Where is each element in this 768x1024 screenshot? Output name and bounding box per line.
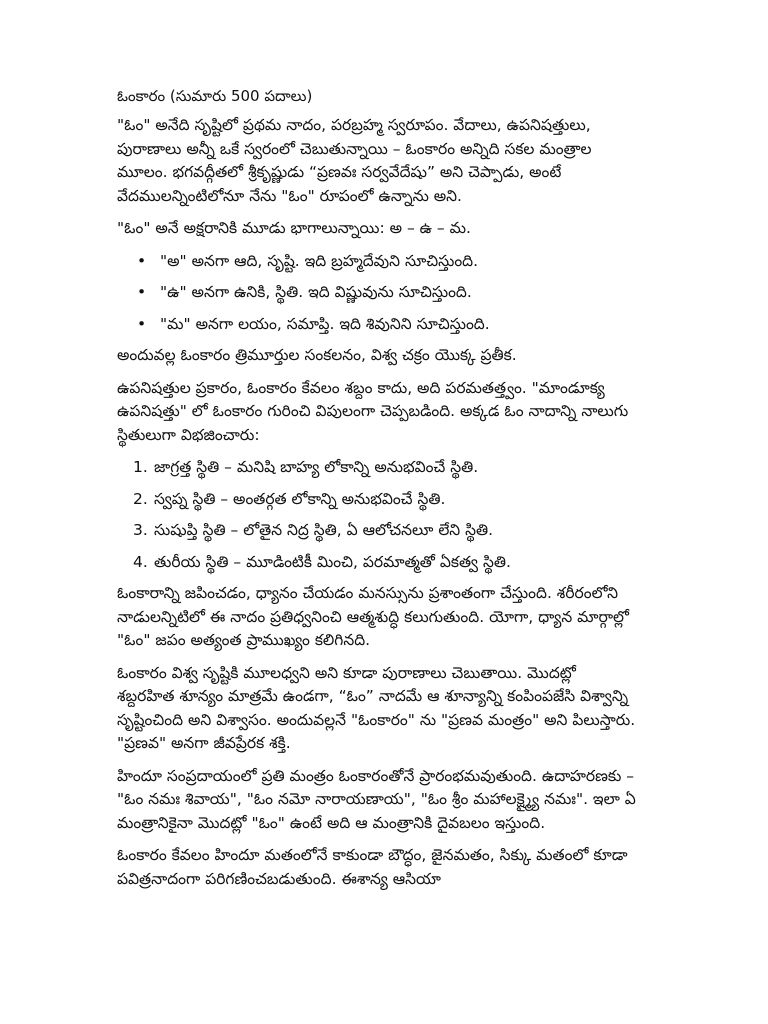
item-number: 1. [133,458,148,476]
item-text: తురీయ స్థితి – మూడింటికీ మించి, పరమాత్మతో ఏకత్వ స్థితి. [154,552,511,571]
bullet-item [117,313,637,337]
item-text: స్వప్న స్థితి – అంతర్గత లోకాన్ని అనుభవించే స్థితి. [154,489,446,508]
bullet-mark: • [137,251,147,270]
paragraph-three-parts: "ఓం" అనే అక్షరానికి మూడు భాగాలున్నాయి: అ – ఉ – మ. [117,219,471,237]
item-text: జాగ్రత్త స్థితి – మనిషి బాహ్య లోకాన్ని అనుభవించే స్థితి. [154,458,479,476]
bullet-text: "అ" అనగా ఆది, సృష్టి. ఇది బ్రహ్మదేవుని సూచిస్తుంది. [160,251,479,270]
paragraph-other-religions: ఓంకారం కేవలం హిందూ మతంలోనే కాకుండా బౌద్ధం, జైనమతం, సిక్కు మతంలో కూడా పవిత్రనాదంగా పరిగణించబడుతుంది. ఈశాన్య ఆసియా [117,846,628,888]
bullet-text: "మ" అనగా లయం, సమాప్తి. ఇది శివునిని సూచిస్తుంది. [160,314,490,333]
document-title: ఓంకారం (సుమారు 500 పదాలు) [117,87,313,105]
bullet-item [117,281,637,305]
numbered-item [117,456,637,480]
item-number: 4. [133,552,148,571]
item-text: సుషుప్తి స్థితి – లోతైన నిద్ర స్థితి, ఏ ఆలోచనలూ లేని స్థితి. [154,521,494,539]
document-page [117,84,637,900]
item-number: 3. [133,521,148,539]
numbered-item [117,488,637,512]
bullet-mark: • [137,283,147,301]
item-number: 2. [133,489,148,508]
paragraph-om-intro: "ఓం" అనేది సృష్టిలో ప్రథమ నాదం, పరబ్రహ్మ స్వరూపం. వేదాలు, ఉపనిషత్తులు, పురాణాలు అన్నీ ఒకే స్వరంలో చెబుతున్నాయి – ఓంకారం అన్నిది సకల మంత్రాల మూలం. భగవద్గీతలో శ్రీకృష్ణుడు “ప్రణవః సర్వవేదేషు” అని చెప్పాడు, అంటే వేదములన్నింటిలోనూ నేను "ఓం" రూపంలో ఉన్నాను అని. [117,116,592,205]
bullet-list-syllables [117,250,637,337]
paragraph-trimurti: అందువల్ల ఓంకారం త్రిమూర్తుల సంకలనం, విశ్వ చక్రం యొక్క ప్రతీక. [117,346,517,364]
paragraph-upanishads: ఉపనిషత్తుల ప్రకారం, ఓంకారం కేవలం శబ్దం కాదు, అది పరమతత్త్వం. "మాండూక్య ఉపనిషత్తు" లో ఓంకారం గురించి విపులంగా చెప్పబడింది. అక్కడ ఓం నాదాన్ని నాలుగు స్థితులుగా విభజించారు: [117,378,629,444]
bullet-item [117,250,637,274]
paragraph-creation: ఓంకారం విశ్వ సృష్టికి మూలధ్వని అని కూడా పురాణాలు చెబుతాయి. మొదట్లో శబ్దరహిత శూన్యం మాత్రమే ఉండగా, “ఓం” నాదమే ఆ శూన్యాన్ని కంపింపజేసి విశ్వాన్ని సృష్టించింది అని విశ్వాసం. అందువల్లనే "ఓంకారం" ను "ప్రణవ మంత్రం" అని పిలుస్తారు. "ప్రణవ" అనగా జీవప్రేరక శక్తి. [117,663,636,752]
paragraph-mantras: హిందూ సంప్రదాయంలో ప్రతి మంత్రం ఓంకారంతోనే ప్రారంభమవుతుంది. ఉదాహరణకు – "ఓం నమః శివాయ", "ఓం నమో నారాయణాయ", "ఓం శ్రీం మహాలక్ష్మ్యై నమః". ఇలా ఏ మంత్రానికైనా మొదట్లో "ఓం" ఉంటే అది ఆ మంత్రానికి దైవబలం ఇస్తుంది. [117,766,636,832]
paragraph-japa-meditation: ఓంకారాన్ని జపించడం, ధ్యానం చేయడం మనస్సును ప్రశాంతంగా చేస్తుంది. శరీరంలోని నాడులన్నిటిలో ఈ నాదం ప్రతిధ్వనించి ఆత్మశుద్ధి కలుగుతుంది. యోగా, ధ్యాన మార్గాల్లో "ఓం" జపం అత్యంత ప్రాముఖ్యం కలిగినది. [117,584,629,649]
numbered-item [117,519,637,543]
bullet-text: "ఉ" అనగా ఉనికి, స్థితి. ఇది విష్ణువును సూచిస్తుంది. [160,283,472,301]
numbered-item [117,551,637,575]
numbered-list-states [117,456,637,574]
bullet-mark: • [137,314,147,333]
